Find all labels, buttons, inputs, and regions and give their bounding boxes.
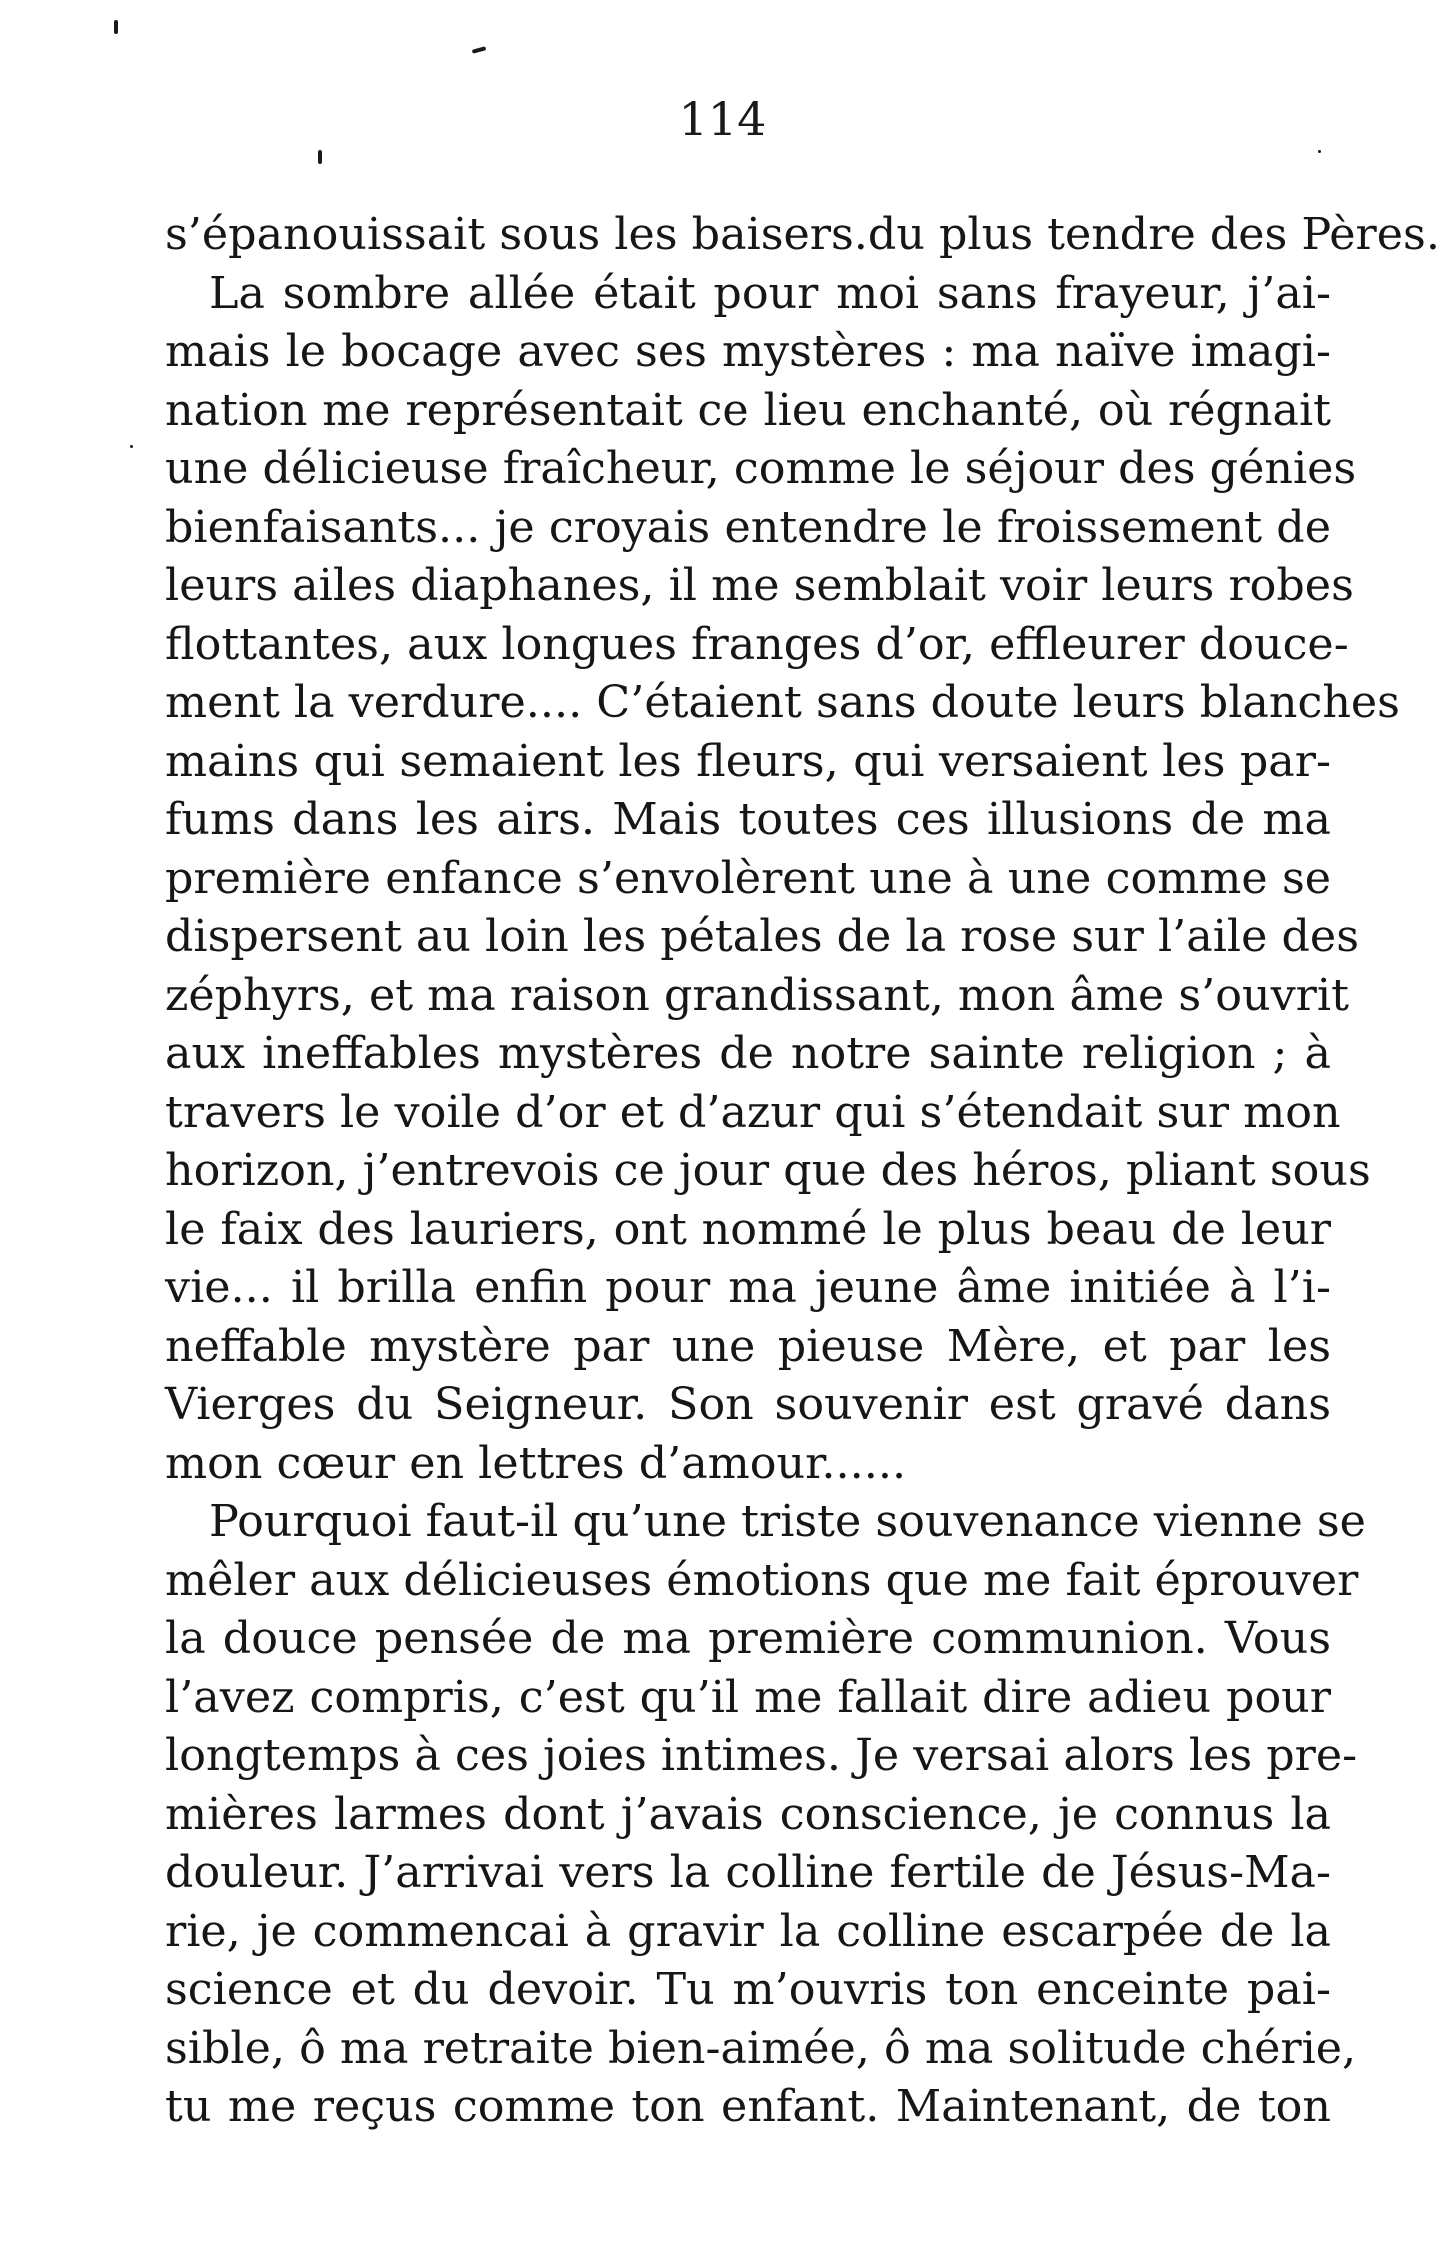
text-line: travers le voile d’or et d’azur qui s’étendait sur mon <box>165 1086 1341 1138</box>
text-line: mon cœur en lettres d’amour...... <box>165 1437 907 1489</box>
text-line: vie... il brilla enfin pour ma jeune âme initiée à l’i- <box>165 1262 1331 1313</box>
text-line: sible, ô ma retraite bien-aimée, ô ma solitude chérie, <box>165 2022 1357 2074</box>
text-line: douleur. J’arrivai vers la colline fertile de Jésus-Ma- <box>165 1847 1331 1898</box>
text-line: rie, je commencai à gravir la colline escarpée de la <box>165 1905 1331 1957</box>
text-line: première enfance s’envolèrent une à une comme se <box>165 852 1331 904</box>
text-line: l’avez compris, c’est qu’il me fallait dire adieu pour <box>165 1671 1331 1723</box>
text-line: neffable mystère par une pieuse Mère, et par les <box>165 1320 1331 1372</box>
text-line: une délicieuse fraîcheur, comme le séjour des génies <box>165 443 1357 494</box>
text-line: ment la verdure.... C’étaient sans doute leurs blanches <box>165 677 1400 728</box>
text-line: mières larmes dont j’avais conscience, je connus la <box>165 1788 1331 1840</box>
text-line: La sombre allée était pour moi sans frayeur, j’ai- <box>209 267 1331 319</box>
text-line: la douce pensée de ma première communion. Vous <box>165 1613 1331 1664</box>
text-line: le faix des lauriers, ont nommé le plus beau de leur <box>165 1203 1331 1255</box>
print-speck <box>130 445 133 448</box>
text-line: leurs ailes diaphanes, il me semblait voir leurs robes <box>165 560 1354 611</box>
text-line: bienfaisants... je croyais entendre le froissement de <box>165 501 1331 553</box>
text-line: mêler aux délicieuses émotions que me fait éprouver <box>165 1554 1359 1606</box>
text-line: mains qui semaient les fleurs, qui versaient les par- <box>165 735 1331 787</box>
body-text <box>165 206 1440 2137</box>
text-line: zéphyrs, et ma raison grandissant, mon âme s’ouvrit <box>165 969 1349 1021</box>
text-line: Vierges du Seigneur. Son souvenir est gravé dans <box>165 1379 1331 1430</box>
text-line: dispersent au loin les pétales de la rose sur l’aile des <box>165 911 1359 962</box>
page-number: 114 <box>678 92 767 146</box>
print-speck <box>114 20 118 34</box>
text-line: fums dans les airs. Mais toutes ces illusions de ma <box>165 794 1331 845</box>
text-line: Pourquoi faut-il qu’une triste souvenance vienne se <box>209 1496 1366 1547</box>
text-line: s’épanouissait sous les baisers.du plus tendre des Pères. <box>165 209 1440 260</box>
print-speck <box>472 46 487 53</box>
text-line: horizon, j’entrevois ce jour que des héros, pliant sous <box>165 1145 1371 1196</box>
text-line: longtemps à ces joies intimes. Je versai alors les pre- <box>165 1730 1358 1781</box>
text-line: tu me reçus comme ton enfant. Maintenant, de ton <box>165 2081 1331 2132</box>
text-line: mais le bocage avec ses mystères : ma naïve imagi- <box>165 326 1331 377</box>
text-line: flottantes, aux longues franges d’or, effleurer douce- <box>165 618 1349 670</box>
print-speck <box>318 150 322 164</box>
print-speck <box>1318 150 1321 153</box>
text-line: aux ineffables mystères de notre sainte religion ; à <box>165 1028 1331 1079</box>
text-line: nation me représentait ce lieu enchanté, où régnait <box>165 384 1331 436</box>
text-line: science et du devoir. Tu m’ouvris ton enceinte pai- <box>165 1964 1331 2015</box>
